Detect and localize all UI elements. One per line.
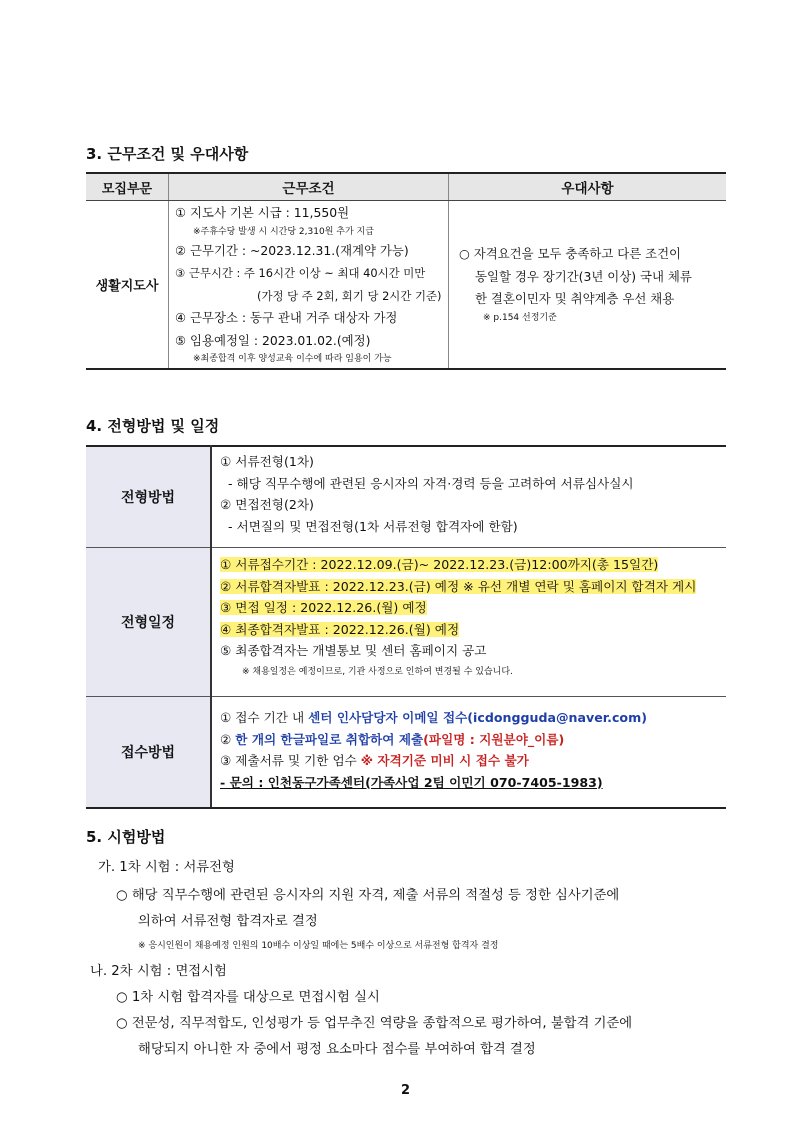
schedule-note: ※ 채용일정은 예정이므로, 기관 사정으로 인하여 변경될 수 있습니다. xyxy=(242,666,513,677)
section5-title: 5. 시험방법 xyxy=(86,828,166,846)
method-line: - 서면질의 및 면접전형(1차 서류전형 합격자에 한함) xyxy=(228,518,518,534)
preference-line: 한 결혼이민자 및 취약계층 우선 채용 xyxy=(475,291,675,307)
schedule-line: ③ 면접 일정 : 2022.12.26.(월) 예정 xyxy=(220,600,427,615)
condition-note: ※최종합격 이후 양성교육 이수에 따라 임용이 가능 xyxy=(193,354,392,364)
schedule-line: ⑤ 최종합격자는 개별통보 및 센터 홈페이지 공고 xyxy=(220,643,487,658)
header-category: 모집부문 xyxy=(86,173,169,201)
receipt-contact: - 문의 : 인천동구가족센터(가족사업 2팀 이민기 070-7405-1983) xyxy=(220,774,603,790)
section4-title: 4. 전형방법 및 일정 xyxy=(86,417,220,435)
receipt-label: 접수방법 xyxy=(86,697,211,809)
first-exam-note: ※ 응시인원이 채용예정 인원의 10배수 이상일 때에는 5배수 이상으로 서류전형 합격자 결정 xyxy=(138,941,499,951)
method-cell xyxy=(211,446,726,548)
first-exam-item: ○ 해당 직무수행에 관련된 응시자의 지원 자격, 제출 서류의 적절성 등 정한 심사기준에 xyxy=(116,888,620,903)
condition-line: (가정 당 주 2회, 회기 당 2시간 기준) xyxy=(257,288,442,303)
header-conditions: 근무조건 xyxy=(169,173,449,201)
second-exam-item-2-cont: 해당되지 아니한 자 중에서 평정 요소마다 점수를 부여하여 합격 결정 xyxy=(138,1042,536,1057)
header-preference: 우대사항 xyxy=(449,173,727,201)
method-label: 전형방법 xyxy=(86,446,211,548)
schedule-line: ② 서류합격자발표 : 2022.12.23.(금) 예정 ※ 유선 개별 연락 및 홈페이지 합격자 게시 xyxy=(220,578,697,594)
email-contact: 센터 인사담당자 이메일 접수(icdongguda@naver.com) xyxy=(308,710,647,725)
schedule-line: ④ 최종합격자발표 : 2022.12.26.(월) 예정 xyxy=(220,621,460,637)
condition-line: ⑤ 임용예정일 : 2023.01.02.(예정) xyxy=(175,332,371,348)
selection-table xyxy=(86,445,726,809)
conditions-table xyxy=(86,172,726,370)
preference-cell xyxy=(449,201,727,370)
category-cell: 생활지도사 xyxy=(86,201,169,370)
receipt-line-3: ③ 제출서류 및 기한 엄수 ※ 자격기준 미비 시 접수 불가 xyxy=(220,753,529,768)
schedule-line: ① 서류접수기간 : 2022.12.09.(금)~ 2022.12.23.(금)12:00까지(총 15일간) xyxy=(220,557,659,572)
receipt-cell xyxy=(211,697,726,809)
condition-line: ① 지도사 기본 시급 : 11,550원 xyxy=(175,205,350,220)
first-exam-item-cont: 의하여 서류전형 합격자로 결정 xyxy=(138,914,318,929)
condition-note: ※주휴수당 발생 시 시간당 2,310원 추가 지급 xyxy=(193,226,374,237)
preference-line: 동일할 경우 장기간(3년 이상) 국내 체류 xyxy=(475,268,692,284)
section3-title: 3. 근무조건 및 우대사항 xyxy=(86,145,249,163)
condition-line: ④ 근무장소 : 동구 관내 거주 대상자 가정 xyxy=(175,310,398,325)
receipt-line-2: ② 한 개의 한글파일로 취합하여 제출(파일명 : 지원분야_이름) xyxy=(220,731,565,747)
method-line: ① 서류전형(1차) xyxy=(220,454,314,469)
preference-line: ○ 자격요건을 모두 충족하고 다른 조건이 xyxy=(459,246,682,262)
preference-note: ※ p.154 선정기준 xyxy=(483,312,557,323)
method-line: - 해당 직무수행에 관련된 응시자의 자격·경력 등을 고려하여 서류심사실시 xyxy=(228,475,634,491)
page-number: 2 xyxy=(401,1083,411,1098)
first-exam-title: 가. 1차 시험 : 서류전형 xyxy=(98,860,235,875)
second-exam-item-2: ○ 전문성, 직무적합도, 인성평가 등 업무추진 역량을 종합적으로 평가하여, 불합격 기준에 xyxy=(116,1016,633,1031)
method-line: ② 면접전형(2차) xyxy=(220,497,314,512)
condition-line: ③ 근무시간 : 주 16시간 이상 ~ 최대 40시간 미만 xyxy=(175,266,426,280)
second-exam-title: 나. 2차 시험 : 면접시험 xyxy=(90,964,227,979)
receipt-line-1: ① 접수 기간 내 센터 인사담당자 이메일 접수(icdongguda@naver.com) xyxy=(220,710,647,725)
condition-line: ② 근무기간 : ~2023.12.31.(재계약 가능) xyxy=(175,242,409,258)
schedule-cell xyxy=(211,548,726,697)
conditions-cell xyxy=(169,201,449,370)
second-exam-item-1: ○ 1차 시험 합격자를 대상으로 면접시험 실시 xyxy=(116,990,380,1005)
schedule-label: 전형일정 xyxy=(86,548,211,697)
